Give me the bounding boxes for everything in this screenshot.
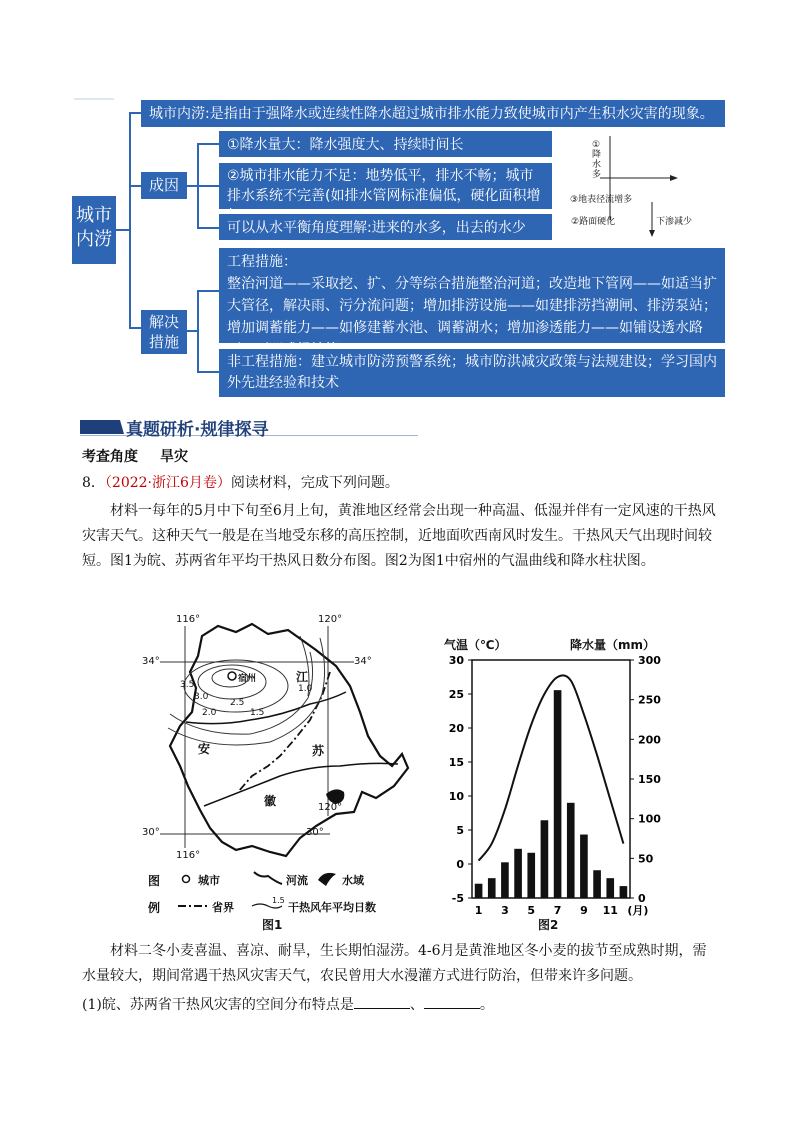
precip-bar: [554, 690, 562, 898]
chart-caption: 图2: [538, 918, 559, 932]
y2-tick-label: 50: [638, 852, 654, 866]
connector: [197, 185, 219, 187]
x-tick-label: 11: [602, 904, 618, 917]
top-faint-line: [74, 98, 114, 100]
causes-node: 成因: [141, 172, 187, 199]
x-tick-label: 7: [553, 904, 562, 917]
sub-question-1: (1)皖、苏两省干热风灾害的空间分布特点是 、 。: [82, 997, 494, 1013]
chart-ylabel: 气温（℃）: [444, 638, 507, 652]
map-city-label: 宿州: [238, 674, 257, 684]
precip-bar: [488, 878, 496, 898]
section-title: 真题研析·规律探寻: [126, 420, 269, 440]
connector: [197, 143, 219, 145]
answer-blank-1[interactable]: [354, 996, 410, 1009]
map-prov-jiang: 江: [296, 670, 309, 684]
y2-tick-label: 300: [638, 654, 661, 667]
map-iso-2.0: 2.0: [202, 708, 217, 718]
connector: [116, 229, 130, 231]
side-label-4: 下渗减少: [656, 217, 693, 227]
map-lon-116: 116°: [176, 614, 201, 625]
y2-tick-label: 250: [638, 693, 661, 707]
map-lat-34-left: 34°: [142, 656, 160, 667]
connector: [129, 327, 141, 329]
precip-bar: [501, 862, 509, 898]
precip-bar: [567, 803, 575, 898]
precip-bar: [527, 853, 535, 898]
connector: [197, 290, 219, 292]
map-iso-1.0: 1.0: [298, 684, 313, 694]
arrow-right-icon: [670, 175, 678, 181]
connector: [129, 112, 141, 114]
climate-chart-svg: [440, 650, 680, 920]
map-lat-34-right: 34°: [354, 656, 372, 667]
legend-water-icon: [318, 873, 336, 886]
map-iso-3.5: 3.5: [180, 680, 195, 690]
precip-bar: [593, 870, 601, 898]
arrow-down-icon: [649, 230, 655, 237]
map-prov-su: 苏: [312, 744, 325, 758]
map-prov-an: 安: [198, 742, 211, 756]
y-tick-label: 30: [448, 654, 464, 667]
cause-1-box: ①降水量大：降水强度大、持续时间长: [219, 131, 552, 157]
legend-tu: 图: [148, 874, 161, 888]
y-tick-label: 5: [456, 824, 464, 837]
side-label-1: ①降水多: [592, 140, 602, 180]
material-2: 材料二冬小麦喜温、喜凉、耐旱，生长期怕湿涝。4-6月是黄淮地区冬小麦的拔节至成熟时期，需水量较大，期间常遇干热风灾害天气，农民曾用大水漫灌方式进行防治，但带来许多问题。: [82, 943, 707, 984]
map-lon-120: 120°: [318, 614, 343, 625]
y2-tick-label: 150: [638, 773, 661, 786]
question-header: 8．（2022·浙江6月卷）阅读材料，完成下列问题。: [82, 475, 399, 491]
legend-river: 河流: [286, 874, 308, 887]
figure-1-map: [140, 616, 430, 932]
map-lat-30-right: 30°: [306, 827, 324, 838]
legend-li: 例: [148, 901, 161, 915]
section-title-bar: [80, 414, 418, 438]
y-tick-label: 10: [448, 790, 464, 803]
solutions-node: 解决 措施: [141, 310, 187, 354]
map-lat-30-left: 30°: [142, 827, 160, 838]
map-iso-3.0: 3.0: [194, 692, 209, 702]
map-lon-116-bottom: 116°: [176, 850, 201, 861]
precip-bar: [514, 849, 522, 898]
category-line: 考查角度 旱灾: [82, 449, 188, 465]
side-label-2: ③地表径流增多: [570, 195, 633, 205]
city-marker-suzhou: [228, 672, 236, 680]
legend-border: 省界: [212, 901, 234, 914]
chart-y2label: 降水量（mm）: [570, 638, 656, 652]
y2-tick-label: 100: [638, 812, 661, 826]
material-1: 材料一每年的5月中下旬至6月上旬，黄淮地区经常会出现一种高温、低湿并伴有一定风速的干热风灾害天气。这种天气一般是在当地受东移的高压控制，近地面吹西南风时发生。干热风天气出现时间较短。图1为皖、苏两省年平均干热风日数分布图。图2为图1中宿州的气温曲线和降水柱状图。: [82, 503, 716, 569]
precip-bar: [580, 835, 588, 898]
chart-frame: [472, 660, 630, 898]
legend-city-icon: [183, 876, 190, 883]
legend-iso-sample: 1.5: [272, 896, 285, 905]
y-tick-label: 20: [448, 722, 464, 735]
map-iso-1.5: 1.5: [250, 708, 265, 718]
legend-city: 城市: [198, 874, 220, 887]
figure-2-chart: [440, 634, 680, 934]
legend-river-icon: [254, 872, 282, 884]
y2-tick-label: 0: [638, 892, 646, 905]
engineering-box: 工程措施： 整治河道——采取挖、扩、分等综合措施整治河道；改造地下管网——如适当扩大管径，解决雨、污分流问题；增加排涝设施——如建排涝挡潮闸、排涝泵站；增加调蓄能力——如修建蓄水池、调蓄湖水；增加渗透能力——如铺设透水路: [219, 248, 725, 343]
nonengineering-box: 非工程措施：建立城市防涝预警系统；城市防洪减灾政策与法规建设；学习国内外先进经验和技术: [219, 349, 725, 397]
x-tick-label: 3: [501, 904, 509, 917]
connector: [197, 290, 199, 372]
x-tick-label: 1: [474, 904, 483, 917]
map-caption: 图1: [262, 918, 283, 932]
cause-2-box: ②城市排水能力不足：地势低平，排水不畅；城市排水系统不完善(如排水管网标准偏低，硬化面积增: [219, 163, 552, 209]
y-tick-label: 0: [456, 858, 464, 871]
connector: [129, 112, 131, 328]
precip-bar: [620, 886, 628, 898]
map-iso-2.5: 2.5: [230, 698, 245, 708]
y-tick-label: 15: [448, 756, 464, 769]
connector: [129, 185, 141, 187]
map-prov-hui: 徽: [264, 794, 277, 808]
temperature-line: [479, 675, 624, 860]
map-lon-120-bottom: 120°: [318, 802, 343, 813]
y-tick-label: -5: [451, 892, 464, 905]
cause-3-box: 可以从水平衡角度理解:进来的水多，出去的水少: [219, 214, 552, 240]
mindmap-root: 城市 内涝: [72, 196, 116, 264]
legend-water: 水域: [342, 874, 364, 887]
river-yangtze: [204, 763, 398, 806]
chart-xlabel: (月): [627, 904, 649, 917]
y-tick-label: 25: [448, 688, 464, 701]
map-svg: [140, 616, 430, 932]
connector: [197, 371, 219, 373]
precip-bar: [541, 820, 549, 898]
answer-blank-2[interactable]: [424, 996, 480, 1009]
connector: [197, 227, 219, 229]
y2-tick-label: 200: [638, 733, 661, 747]
precip-bar: [475, 884, 483, 898]
question-source: （2022·浙江6月卷）: [104, 475, 231, 491]
x-tick-label: 9: [580, 904, 588, 917]
side-label-3: ②路面硬化: [571, 217, 616, 227]
definition-box: 城市内涝:是指由于强降水或连续性降水超过城市排水能力致使城市内产生积水灾害的现象。: [141, 100, 725, 127]
legend-iso: 干热风年平均日数: [288, 901, 376, 914]
x-tick-label: 5: [527, 904, 536, 917]
precip-bar: [606, 878, 614, 898]
